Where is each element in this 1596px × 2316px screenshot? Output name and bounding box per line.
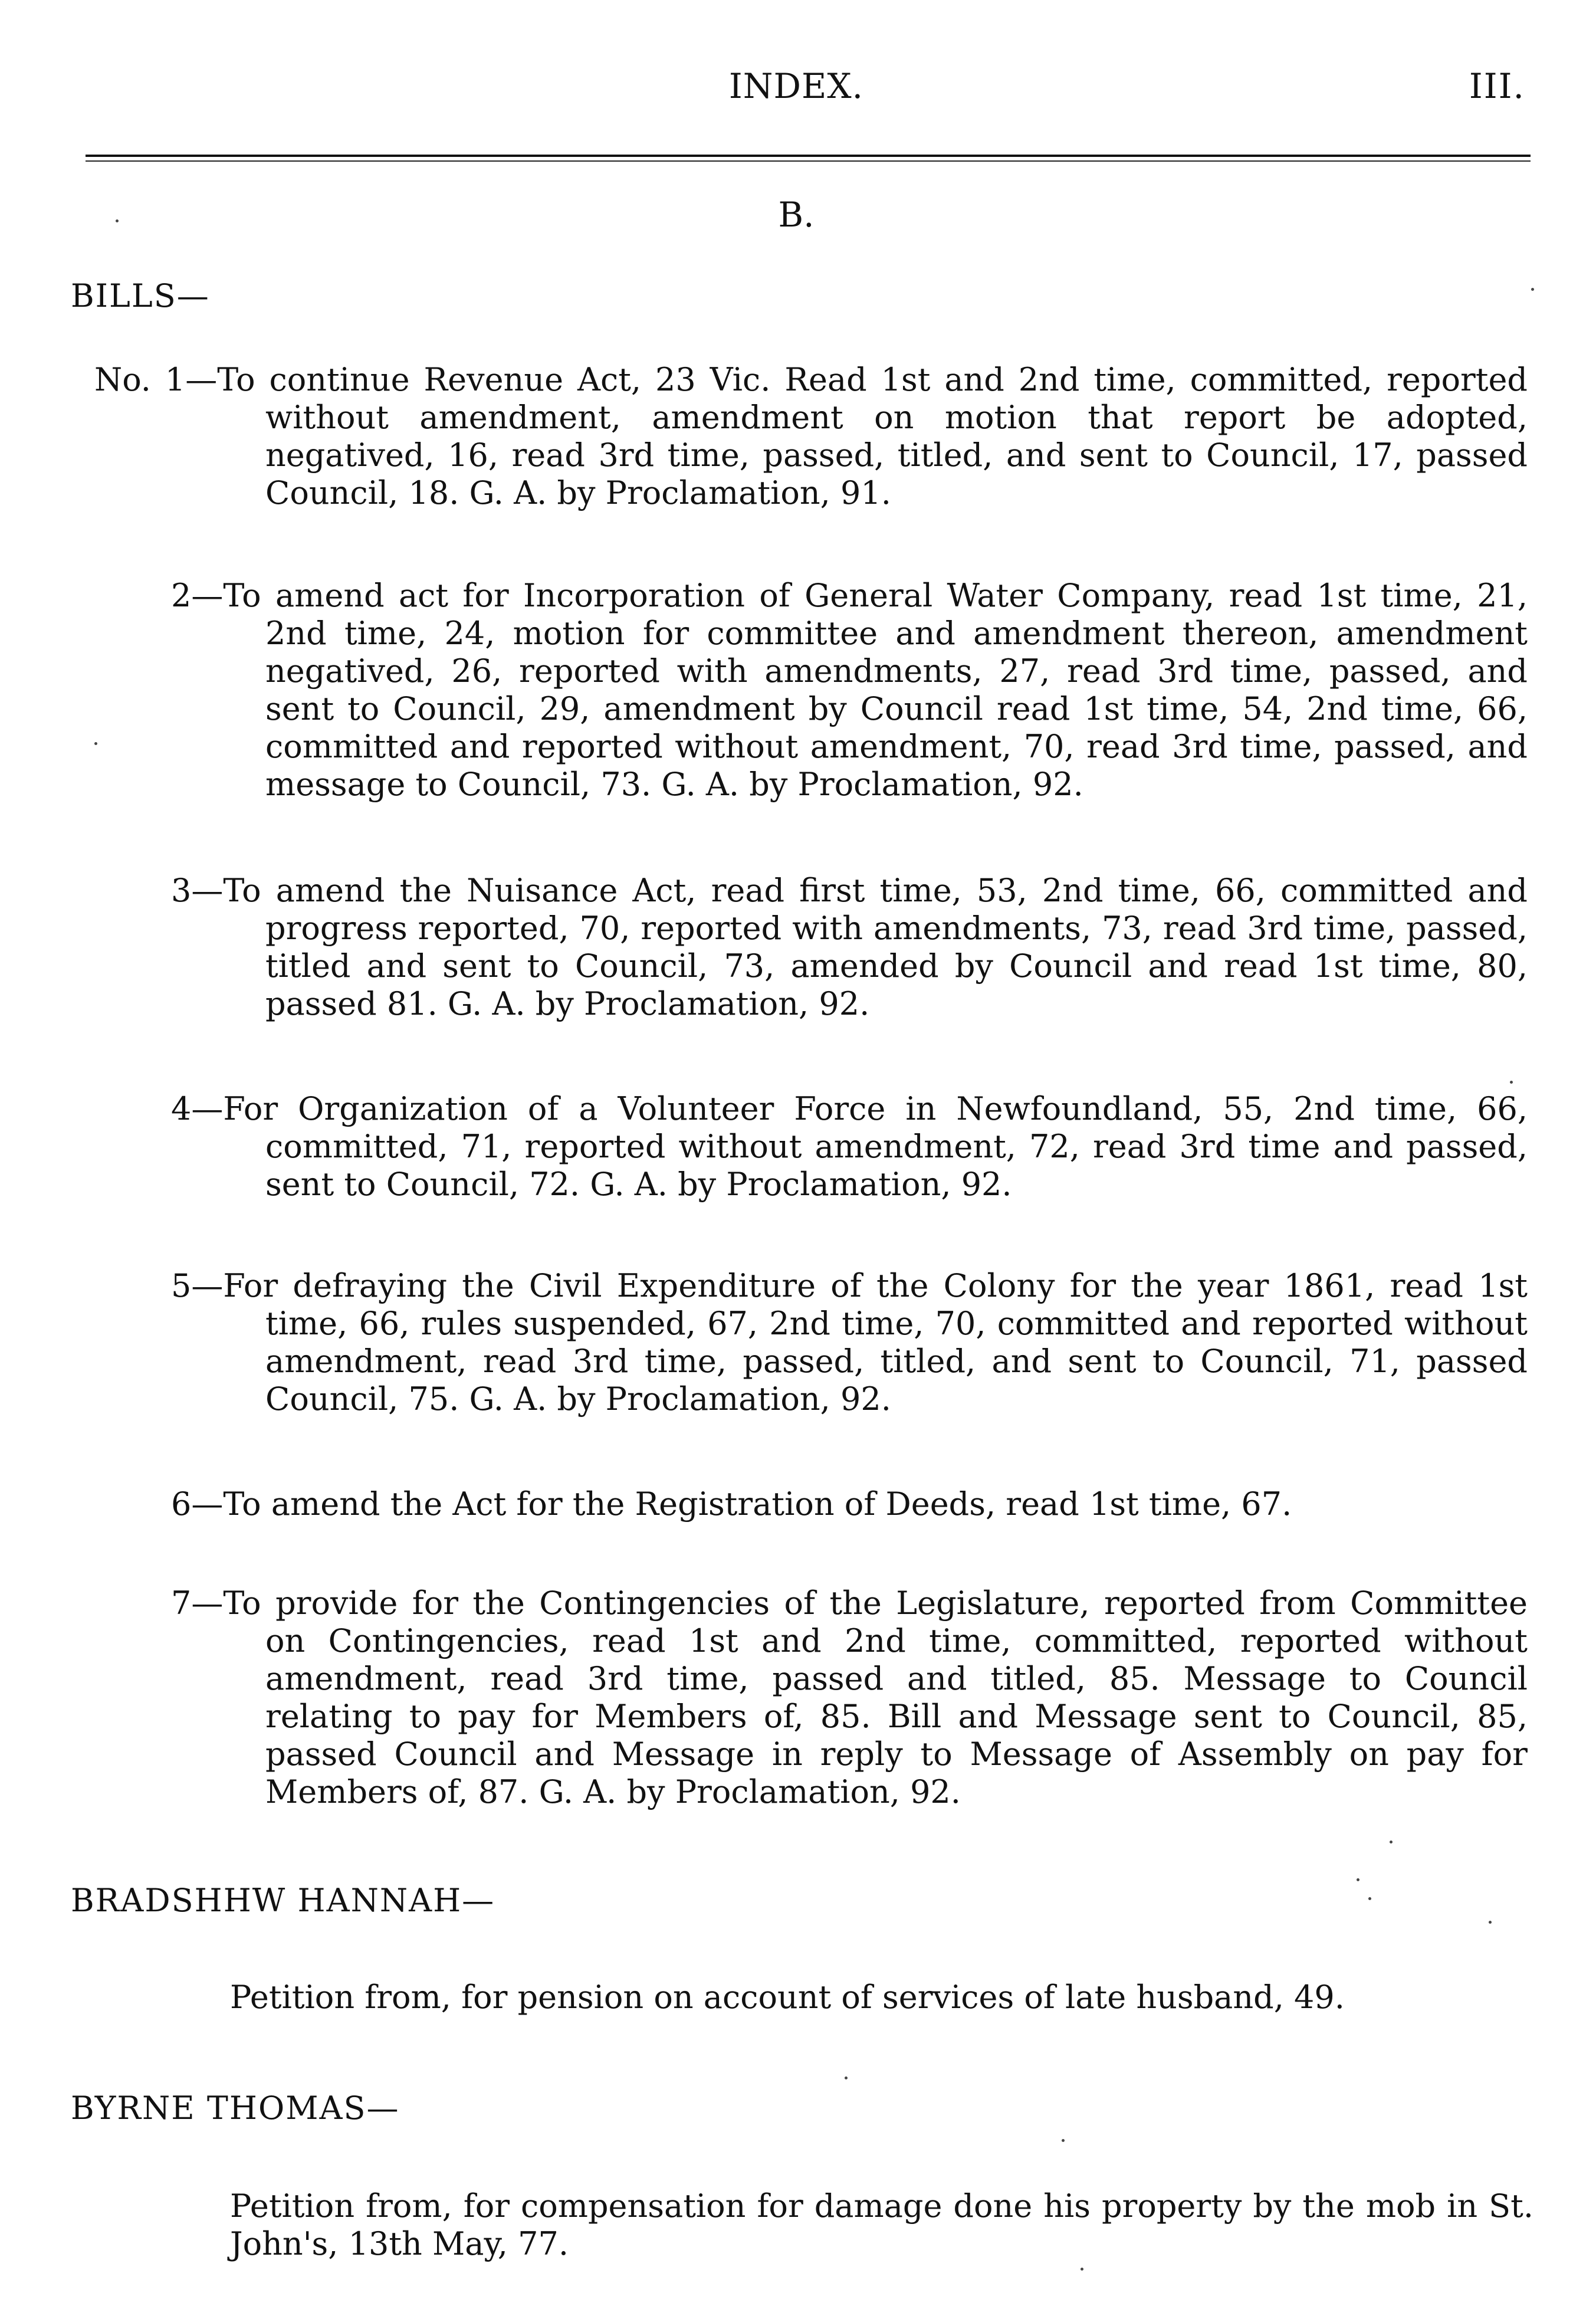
print-speck — [116, 219, 119, 222]
entry-heading-byrne-thomas: BYRNE THOMAS— — [71, 2089, 400, 2127]
bills-heading: BILLS— — [71, 277, 210, 314]
header-rule-thin — [86, 160, 1531, 162]
entry-heading-bradshhw-hannah: BRADSHHW HANNAH— — [71, 1882, 495, 1919]
bill-entry-7 — [171, 1585, 1528, 1811]
bill-3-text: To amend the Nuisance Act, read first time, 53, 2nd time, 66, committed and progress reported, 70, reported with amendments, 73, read 3rd time, passed, titled and sent to Council, 73, amended by Council and read 1st time, 80, passed 81. G. A. by Proclamation, 92. — [223, 872, 1528, 1022]
bill-4-text: For Organization of a Volunteer Force in Newfoundland, 55, 2nd time, 66, committed, 71, reported without amendment, 72, read 3rd time and passed, sent to Council, 72. G. A. by Proclamation, 92. — [223, 1090, 1528, 1203]
running-title: INDEX. — [728, 66, 864, 106]
print-speck — [94, 742, 97, 745]
bill-7-paragraph — [171, 1585, 1528, 1811]
print-speck — [1081, 2268, 1083, 2271]
bill-6-number: 6— — [171, 1485, 224, 1523]
bill-5-paragraph — [171, 1267, 1528, 1418]
bill-entry-1 — [94, 361, 1528, 512]
bill-2-number: 2— — [171, 577, 224, 614]
bill-entry-4 — [171, 1090, 1528, 1203]
print-speck — [1357, 1878, 1359, 1881]
print-speck — [1510, 1081, 1513, 1084]
print-speck — [845, 2076, 848, 2079]
print-speck — [1368, 1897, 1371, 1900]
bill-6-text: To amend the Act for the Registration of Deeds, read 1st time, 67. — [223, 1485, 1292, 1523]
bill-5-text: For defraying the Civil Expenditure of the Colony for the year 1861, read 1st time, 66, rules suspended, 67, 2nd time, 70, committed and reported without amendment, read 3rd time, passed, titled, and sent to Council, 71, passed Council, 75. G. A. by Proclamation, 92. — [223, 1267, 1528, 1418]
page-number: III. — [1469, 66, 1525, 106]
bill-2-text: To amend act for Incorporation of General Water Company, read 1st time, 21, 2nd time, 24, motion for committee and amendment thereon, amendment negatived, 26, reported with amendments, 27, read 3rd time, passed, and sent to Council, 29, amendment by Council read 1st time, 54, 2nd time, 66, committed and reported without amendment, 70, read 3rd time, passed, and message to Council, 73. G. A. by Proclamation, 92. — [223, 577, 1528, 803]
bill-7-text: To provide for the Contingencies of the Legislature, reported from Committee on Contingencies, read 1st and 2nd time, committed, reported without amendment, read 3rd time, passed and titled, 85. Message to Council relating to pay for Members of, 85. Bill and Message sent to Council, 85, passed Council and Message in reply to Message of Assembly on pay for Members of, 87. G. A. by Proclamation, 92. — [223, 1585, 1528, 1810]
print-speck — [1489, 1921, 1492, 1924]
bill-2-paragraph — [171, 577, 1528, 803]
print-speck — [1390, 1841, 1393, 1843]
section-letter: B. — [778, 195, 815, 235]
print-speck — [1531, 288, 1534, 291]
bill-1-number: No. 1— — [94, 361, 218, 398]
print-speck — [1062, 2139, 1065, 2142]
entry-text-bradshhw-hannah: Petition from, for pension on account of services of late husband, 49. — [230, 1979, 1345, 2016]
bill-4-number: 4— — [171, 1090, 224, 1127]
bill-1-paragraph — [94, 361, 1528, 512]
bill-1-text: To continue Revenue Act, 23 Vic. Read 1st and 2nd time, committed, reported without amendment, amendment on motion that report be adopted, negatived, 16, read 3rd time, passed, titled, and sent to Council, 17, passed Council, 18. G. A. by Proclamation, 91. — [217, 361, 1528, 511]
bill-3-number: 3— — [171, 872, 224, 909]
bill-6-paragraph — [171, 1485, 1528, 1523]
bill-entry-5 — [171, 1267, 1528, 1418]
bill-entry-6 — [171, 1485, 1528, 1523]
bill-7-number: 7— — [171, 1585, 224, 1622]
entry-text-byrne-thomas: Petition from, for compensation for damage done his property by the mob in St. John's, 13th May, 77. — [230, 2187, 1533, 2262]
bill-3-paragraph — [171, 872, 1528, 1023]
bill-entry-2 — [171, 577, 1528, 803]
bill-4-paragraph — [171, 1090, 1528, 1203]
header-rule — [86, 155, 1531, 157]
bill-5-number: 5— — [171, 1267, 224, 1304]
bill-entry-3 — [171, 872, 1528, 1023]
